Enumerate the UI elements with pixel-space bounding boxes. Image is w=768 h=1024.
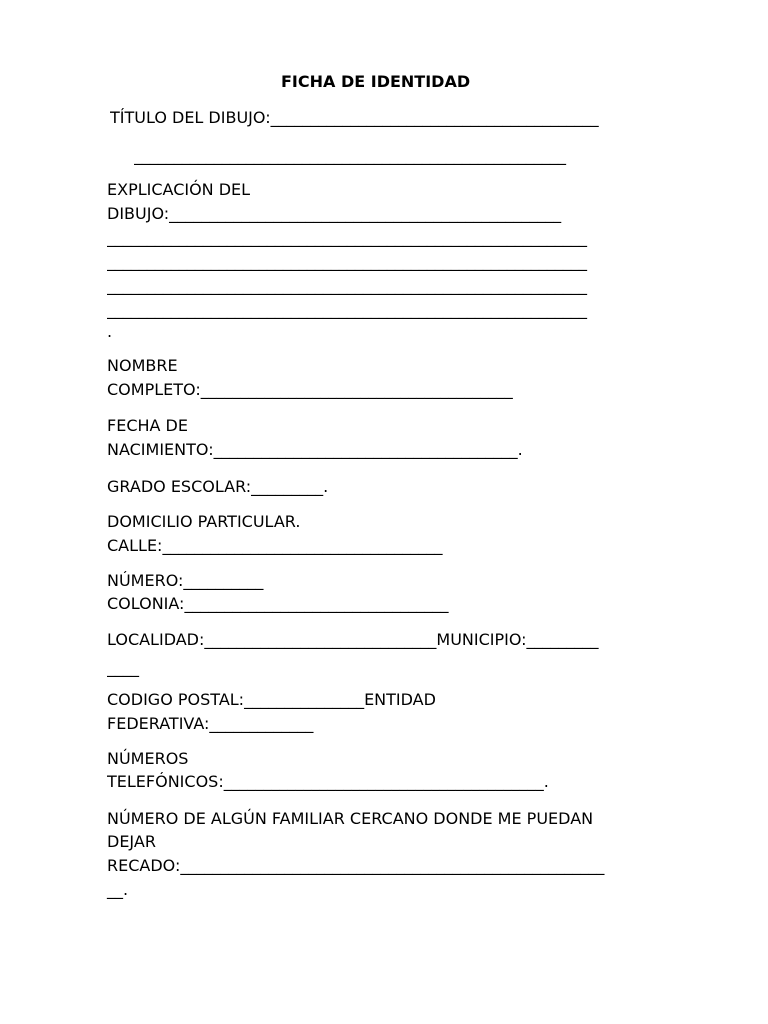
- address-label: DOMICILIO PARTICULAR.: [107, 512, 301, 531]
- house-number-line: NÚMERO:__________: [107, 571, 264, 590]
- neighborhood-line: COLONIA:_________________________________: [107, 594, 449, 613]
- birth-date-line: NACIMIENTO:______________________________________.: [107, 440, 523, 459]
- explanation-line-4: ____________________________________________________________: [107, 276, 587, 295]
- municipality-continuation-line: ____: [107, 658, 139, 677]
- birth-date-label: FECHA DE: [107, 416, 188, 435]
- locality-municipality-line: LOCALIDAD:_____________________________MUNICIPIO:_________: [107, 630, 599, 649]
- explanation-end-dot: .: [107, 322, 113, 341]
- relative-phone-label: NÚMERO DE ALGÚN FAMILIAR CERCANO DONDE ME PUEDAN: [107, 809, 594, 828]
- explanation-line-2: ____________________________________________________________: [107, 228, 587, 247]
- full-name-label: NOMBRE: [107, 356, 178, 375]
- drawing-title-line: TÍTULO DEL DIBUJO:_________________________________________: [110, 108, 599, 127]
- drawing-title-continuation-line: ______________________________________________________: [134, 146, 566, 165]
- message-line-end: __.: [107, 880, 129, 899]
- phone-numbers-line: TELEFÓNICOS:________________________________________.: [107, 772, 549, 791]
- postal-code-state-line: CODIGO POSTAL:_______________ENTIDAD: [107, 690, 436, 709]
- message-line: RECADO:_____________________________________________________: [107, 856, 605, 875]
- full-name-line: COMPLETO:_______________________________________: [107, 380, 513, 399]
- explanation-line-1: DIBUJO:_________________________________________________: [107, 204, 562, 223]
- street-line: CALLE:___________________________________: [107, 536, 443, 555]
- explanation-line-3: ____________________________________________________________: [107, 252, 587, 271]
- school-grade-line: GRADO ESCOLAR:_________.: [107, 477, 329, 496]
- explanation-line-5: ____________________________________________________________: [107, 300, 587, 319]
- explanation-label: EXPLICACIÓN DEL: [107, 180, 251, 199]
- phone-numbers-label: NÚMEROS: [107, 749, 189, 768]
- state-continuation-line: FEDERATIVA:_____________: [107, 714, 314, 733]
- form-title: FICHA DE IDENTIDAD: [281, 72, 471, 91]
- relative-phone-label-cont: DEJAR: [107, 832, 156, 851]
